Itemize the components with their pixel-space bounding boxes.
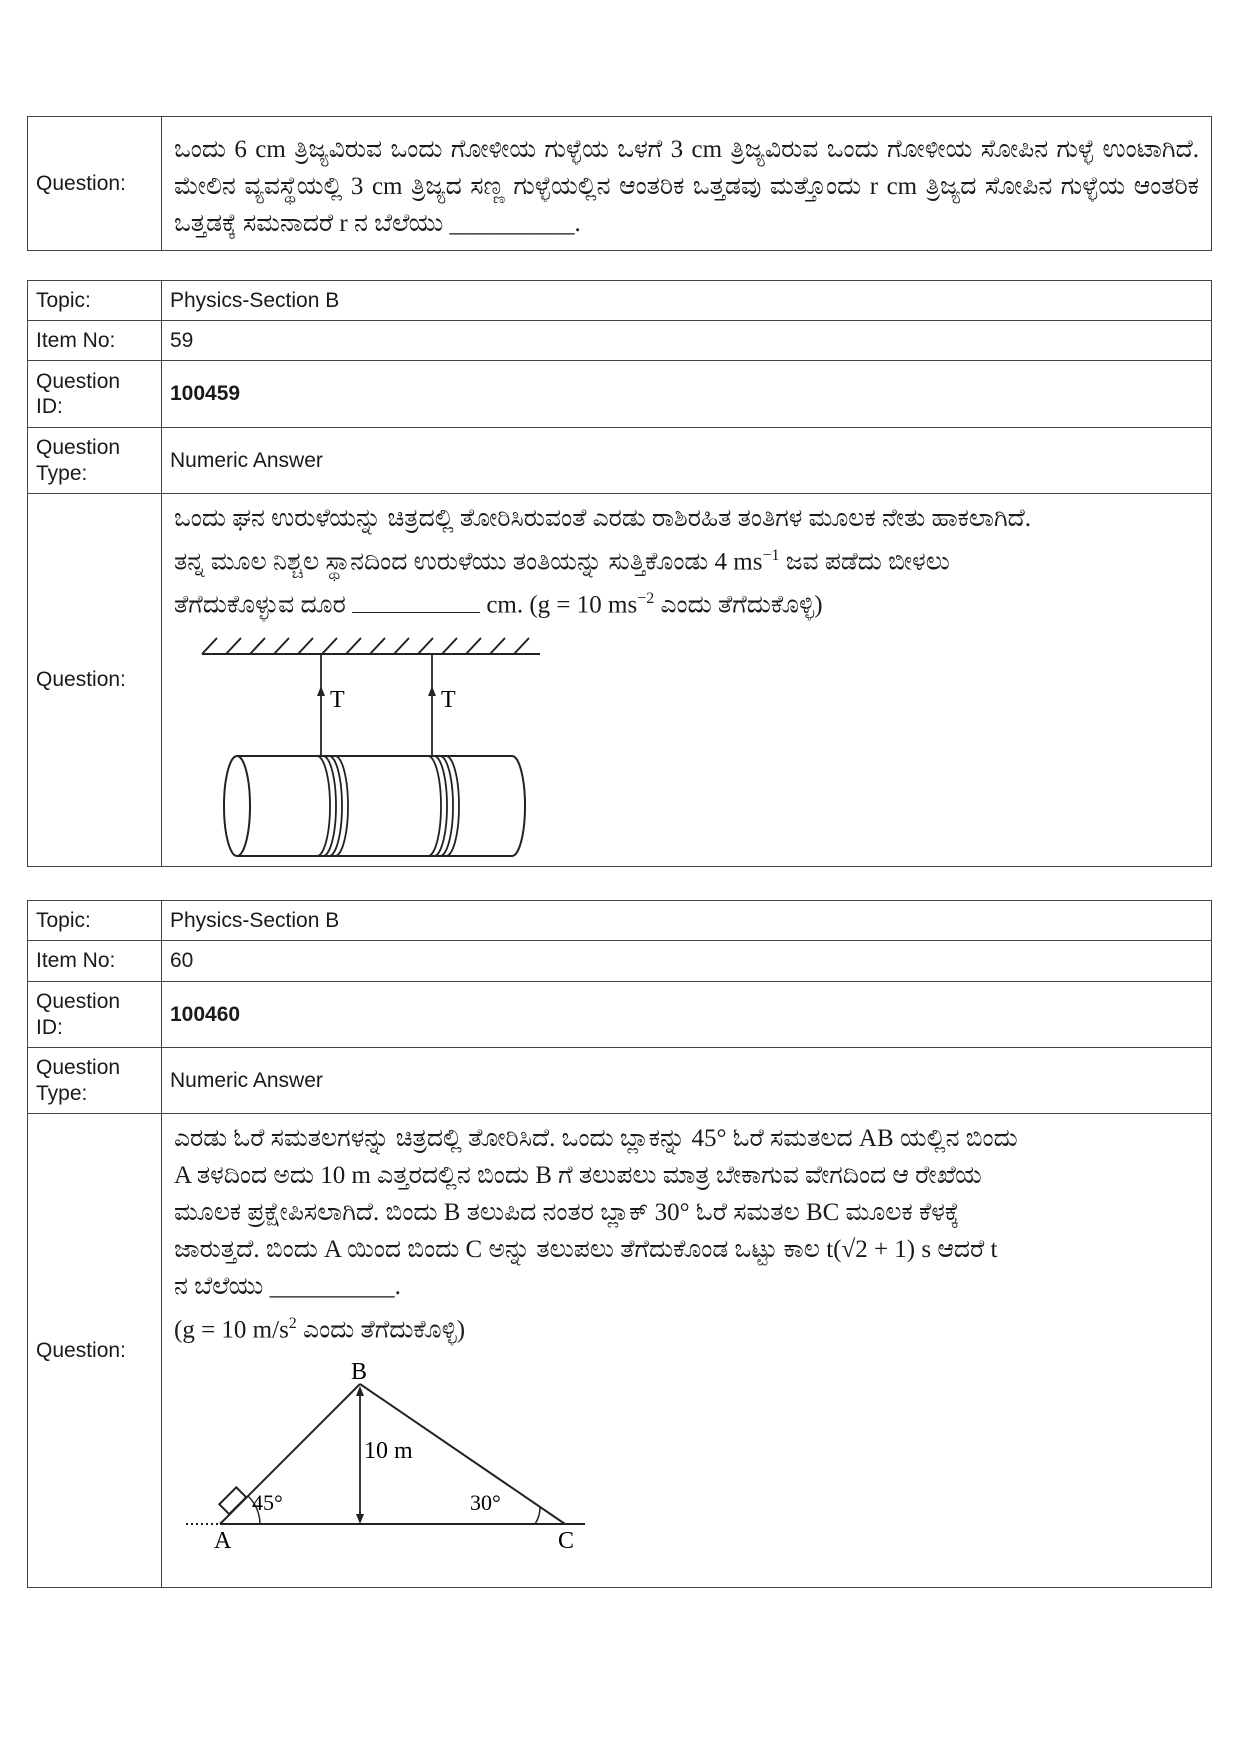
- question-line: [174, 1305, 1199, 1348]
- string-bands-right: [428, 756, 459, 856]
- question-60-table: [27, 900, 1212, 1588]
- point-a-label: A: [214, 1528, 232, 1551]
- topic-value: Physics-Section B: [162, 281, 1212, 321]
- item-no-value: 59: [162, 321, 1212, 361]
- question-type-value: Numeric Answer: [162, 1048, 1212, 1114]
- question-line: [174, 537, 1199, 580]
- point-c-label: C: [558, 1528, 575, 1551]
- topic-value: Physics-Section B: [162, 901, 1212, 941]
- block: [219, 1488, 246, 1515]
- tension-label: T: [330, 686, 345, 713]
- tension-label: T: [441, 686, 456, 713]
- angle-arc-30: [535, 1507, 540, 1524]
- topic-label: Topic:: [28, 901, 162, 941]
- question-line-part: (g = 10 m/s: [174, 1316, 289, 1344]
- question-line: ಜಾರುತ್ತದೆ. ಬಿಂದು A ಯಿಂದ ಬಿಂದು C ಅನ್ನು ತಲುಪಲು ತೆಗೆದುಕೊಂಡ ಒಟ್ಟು ಕಾಲ t(√2 + 1) s ಆದರೆ t: [174, 1236, 998, 1263]
- question-line: ಒಂದು ಘನ ಉರುಳೆಯನ್ನು ಚಿತ್ರದಲ್ಲಿ ತೋರಿಸಿರುವಂತೆ ಎರಡು ರಾಶಿರಹಿತ ತಂತಿಗಳ ಮೂಲಕ ನೇತು ಹಾಕಲಾಗಿದೆ.: [174, 505, 1032, 532]
- superscript: −2: [637, 590, 655, 608]
- question-id-label: Question ID:: [28, 982, 162, 1048]
- point-b-label: B: [351, 1359, 368, 1386]
- angle-30-label: 30°: [470, 1490, 501, 1516]
- question-line: [174, 580, 1199, 623]
- cylinder-figure: [180, 630, 540, 866]
- ceiling-hatch: [202, 638, 529, 654]
- answer-blank: [352, 592, 480, 613]
- question-label: Question:: [28, 494, 162, 867]
- question-cell: [162, 494, 1212, 867]
- question-line-part: ತನ್ನ ಮೂಲ ನಿಶ್ಚಲ ಸ್ಥಾನದಿಂದ ಉರುಳೆಯು ತಂತಿಯನ್ನು ಸುತ್ತಿಕೊಂಡು 4 ms: [174, 548, 763, 576]
- question-label: Question:: [28, 117, 162, 251]
- question-line-part: ಎಂದು ತೆಗೆದುಕೊಳ್ಳಿ): [654, 591, 823, 619]
- question-type-label: Question Type:: [28, 1048, 162, 1114]
- question-line-part: ತೆಗೆದುಕೊಳ್ಳುವ ದೂರ: [174, 591, 353, 619]
- question-type-label: Question Type:: [28, 428, 162, 494]
- question-label: Question:: [28, 1114, 162, 1588]
- question-line: ಮೂಲಕ ಪ್ರಕ್ಷೇಪಿಸಲಾಗಿದೆ. ಬಿಂದು B ತಲುಪಿದ ನಂತರ ಬ್ಲಾಕ್ 30° ಓರೆ ಸಮತಲ BC ಮೂಲಕ ಕೆಳಕ್ಕೆ: [174, 1199, 960, 1226]
- tension-arrow-right: [428, 686, 436, 696]
- question-cell: [162, 1114, 1212, 1588]
- question-id-label: Question ID:: [28, 361, 162, 428]
- question-text: ಒಂದು 6 cm ತ್ರಿಜ್ಯವಿರುವ ಒಂದು ಗೋಳೀಯ ಗುಳ್ಳೆಯ ಒಳಗೆ 3 cm ತ್ರಿಜ್ಯವಿರುವ ಒಂದು ಗೋಳೀಯ ಸೋಪಿನ ಗುಳ್ಳೆ ಉಂಟಾಗಿದೆ. ಮೇಲಿನ ವ್ಯವಸ್ಥೆಯಲ್ಲಿ 3 cm ತ್ರಿಜ್ಯದ ಸಣ್ಣ ಗುಳ್ಳೆಯಲ್ಲಿನ ಆಂತರಿಕ ಒತ್ತಡವು ಮತ್ತೊಂದು r cm ತ್ರಿಜ್ಯದ ಸೋಪಿನ ಗುಳ್ಳೆಯ ಆಂತರಿಕ ಒತ್ತಡಕ್ಕೆ ಸಮನಾದರೆ r ನ ಬೆಲೆಯು __________.: [174, 136, 1199, 237]
- question-type-value: Numeric Answer: [162, 428, 1212, 494]
- question-59-table: [27, 280, 1212, 867]
- question-text: [170, 1114, 1203, 1348]
- question-cell: [162, 117, 1212, 251]
- question-line-part: ಎಂದು ತೆಗೆದುಕೊಳ್ಳಿ): [296, 1316, 466, 1344]
- question-line-part: cm. (g = 10 ms: [480, 591, 638, 619]
- question-text: [170, 494, 1203, 624]
- height-arrow-bottom: [356, 1514, 364, 1524]
- superscript: 2: [288, 1315, 297, 1332]
- incline-figure: [180, 1352, 600, 1550]
- question-58-table: [27, 116, 1212, 251]
- item-no-label: Item No:: [28, 941, 162, 982]
- question-id-value: 100459: [162, 361, 1212, 428]
- topic-label: Topic:: [28, 281, 162, 321]
- superscript: −1: [762, 547, 780, 564]
- question-line: ಎರಡು ಓರೆ ಸಮತಲಗಳನ್ನು ಚಿತ್ರದಲ್ಲಿ ತೋರಿಸಿದೆ. ಒಂದು ಬ್ಲಾಕನ್ನು 45° ಓರೆ ಸಮತಲದ AB ಯಲ್ಲಿನ ಬಿಂದು: [174, 1125, 1018, 1152]
- height-label: 10 m: [364, 1438, 413, 1465]
- item-no-label: Item No:: [28, 321, 162, 361]
- angle-45-label: 45°: [252, 1490, 283, 1516]
- tension-arrow-left: [317, 686, 325, 696]
- question-line: ನ ಬೆಲೆಯು __________.: [174, 1273, 401, 1300]
- string-bands-left: [317, 756, 348, 856]
- cylinder-left-end: [224, 756, 250, 856]
- question-id-value: 100460: [162, 982, 1212, 1048]
- cylinder-right-end: [512, 756, 525, 856]
- item-no-value: 60: [162, 941, 1212, 982]
- question-line-part: ಜವ ಪಡೆದು ಬೀಳಲು: [779, 548, 950, 576]
- question-line: A ತಳದಿಂದ ಅದು 10 m ಎತ್ತರದಲ್ಲಿನ ಬಿಂದು B ಗೆ ತಲುಪಲು ಮಾತ್ರ ಬೇಕಾಗುವ ವೇಗದಿಂದ ಆ ರೇಖೆಯ: [174, 1162, 982, 1189]
